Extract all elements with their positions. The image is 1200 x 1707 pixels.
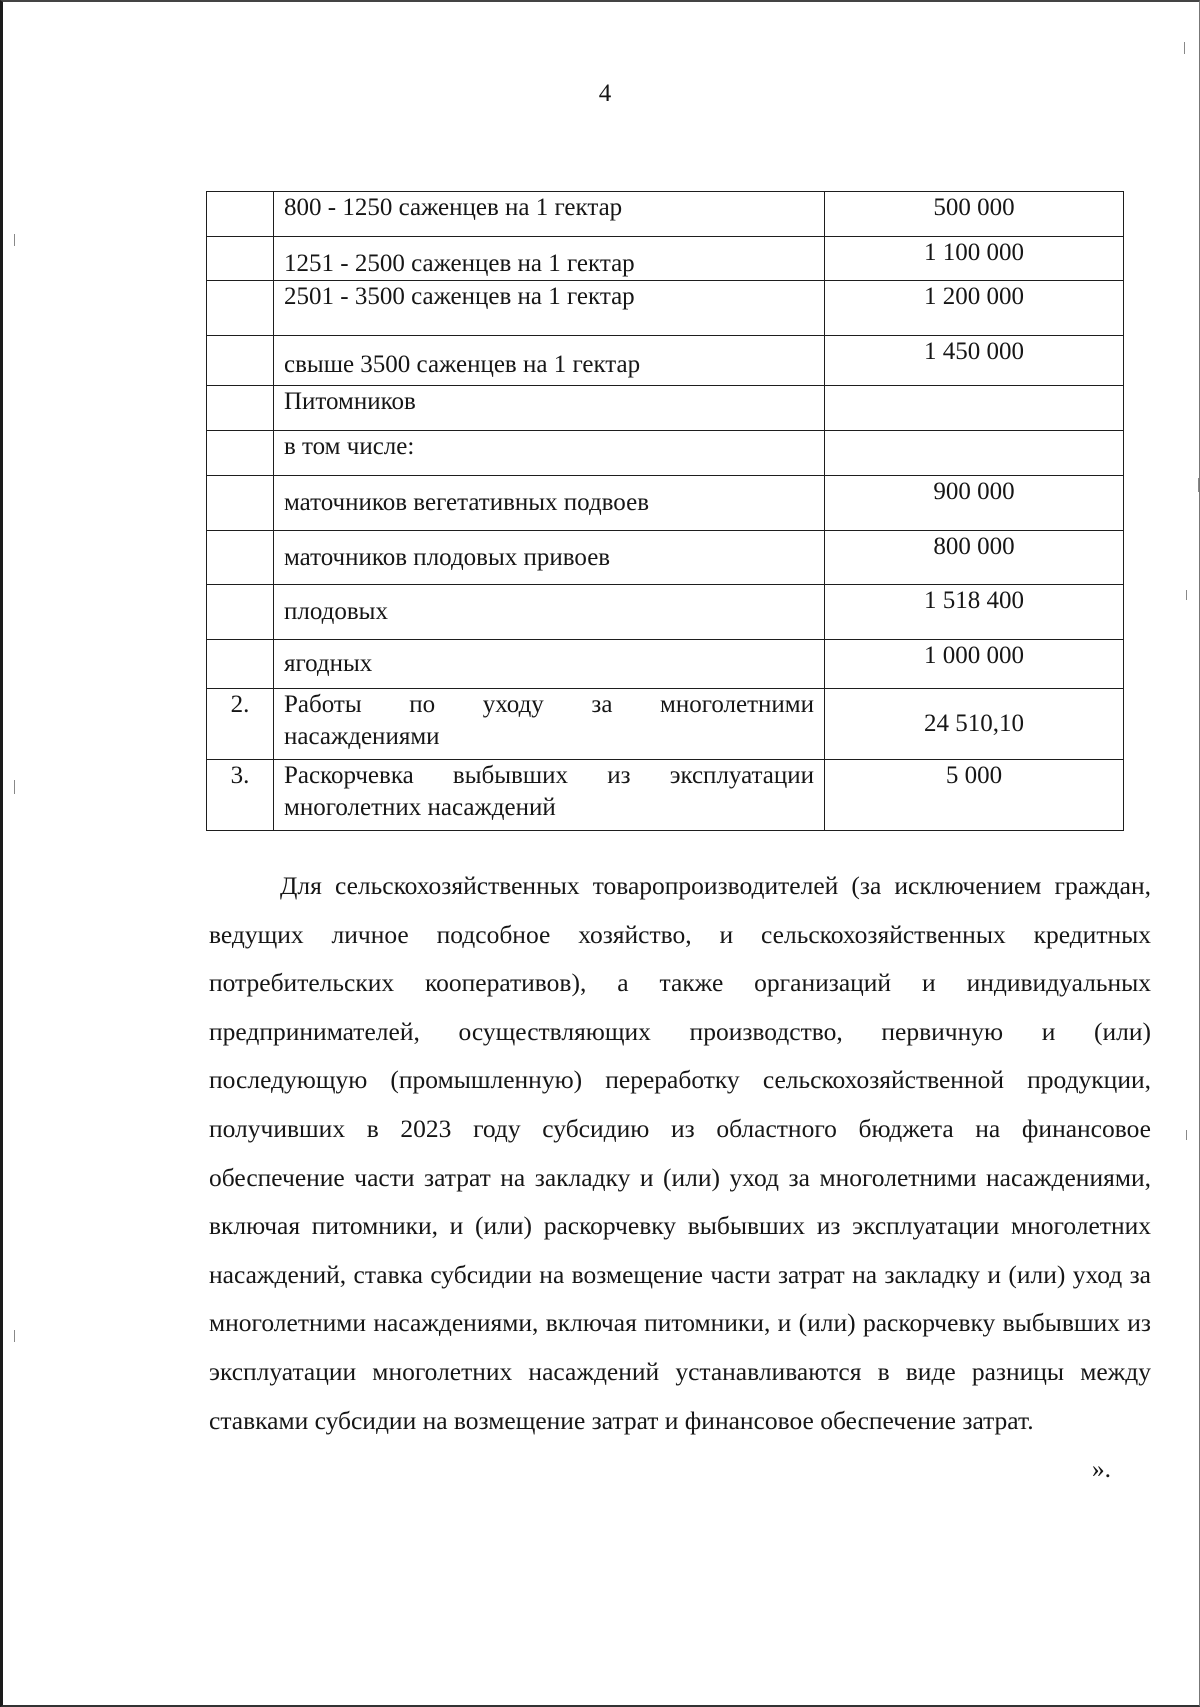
- row-number: [207, 531, 274, 585]
- row-value: [825, 431, 1124, 476]
- row-value: 1 200 000: [825, 281, 1124, 336]
- row-number: [207, 476, 274, 531]
- row-number: [207, 585, 274, 640]
- row-name-line: насаждениями: [284, 723, 440, 750]
- table-row: [207, 336, 1124, 386]
- closing-quote: ».: [1091, 1454, 1111, 1484]
- row-value: 900 000: [825, 476, 1124, 531]
- body-paragraph: [209, 862, 1151, 1494]
- row-value: 500 000: [825, 192, 1124, 237]
- row-number: [207, 237, 274, 281]
- row-value: 1 000 000: [825, 640, 1124, 689]
- table-row: [207, 640, 1124, 689]
- rates-table: [206, 191, 1124, 831]
- row-value: 1 450 000: [825, 336, 1124, 386]
- paragraph-text: Для сельскохозяйственных товаропроизводителей (за исключением граждан, ведущих личное подсобное хозяйство, и сельскохозяйственных кредитных потребительских кооперативов), а также организаций и индивидуальных предпринимателей, осуществляющих производство, первичную и (или) последующую (промышленную) переработку сельскохозяйственной продукции, получивших в 2023 году субсидию из областного бюджета на финансовое обеспечение части затрат на закладку и (или) уход за многолетними насаждениями, включая питомники, и (или) раскорчевку выбывших из эксплуатации многолетних насаждений, ставка субсидии на возмещение части затрат на закладку и (или) уход за многолетними насаждениями, включая питомники, и (или) раскорчевку выбывших из эксплуатации многолетних насаждений устанавливаются в виде разницы между ставками субсидии на возмещение затрат и финансовое обеспечение затрат.: [209, 871, 1151, 1435]
- row-name-line: Работы по уходу за многолетними: [284, 691, 814, 718]
- row-name: свыше 3500 саженцев на 1 гектар: [274, 336, 825, 386]
- table-row: [207, 476, 1124, 531]
- row-name: [274, 760, 825, 831]
- row-name: [274, 689, 825, 760]
- row-number: 2.: [207, 689, 274, 760]
- row-value: [825, 386, 1124, 431]
- scan-artifact: [1198, 478, 1199, 492]
- scan-artifact: [14, 780, 15, 794]
- row-name: 800 - 1250 саженцев на 1 гектар: [274, 192, 825, 237]
- row-name: плодовых: [274, 585, 825, 640]
- scan-artifact: [14, 1330, 15, 1342]
- row-name: маточников вегетативных подвоев: [274, 476, 825, 531]
- scan-artifact: [1186, 590, 1187, 600]
- table-row: [207, 237, 1124, 281]
- table-row: [207, 689, 1124, 760]
- row-number: [207, 281, 274, 336]
- row-number: 3.: [207, 760, 274, 831]
- table-row: [207, 281, 1124, 336]
- row-name: 2501 - 3500 саженцев на 1 гектар: [274, 281, 825, 336]
- table-row: [207, 386, 1124, 431]
- row-number: [207, 386, 274, 431]
- row-name: Питомников: [274, 386, 825, 431]
- table-row: [207, 431, 1124, 476]
- row-value: 24 510,10: [825, 689, 1124, 760]
- row-name-line: многолетних насаждений: [284, 794, 556, 821]
- row-name: 1251 - 2500 саженцев на 1 гектар: [274, 237, 825, 281]
- row-name-line: Раскорчевка выбывших из эксплуатации: [284, 762, 814, 789]
- row-number: [207, 640, 274, 689]
- table-row: [207, 192, 1124, 237]
- scan-artifact: [1184, 42, 1185, 54]
- row-number: [207, 192, 274, 237]
- row-value: 1 518 400: [825, 585, 1124, 640]
- table-row: [207, 760, 1124, 831]
- table-row: [207, 531, 1124, 585]
- row-value: 800 000: [825, 531, 1124, 585]
- row-value: 5 000: [825, 760, 1124, 831]
- row-number: [207, 431, 274, 476]
- row-name: ягодных: [274, 640, 825, 689]
- scan-artifact: [1186, 1130, 1187, 1140]
- row-value: 1 100 000: [825, 237, 1124, 281]
- scan-artifact: [14, 234, 15, 246]
- page-number: 4: [598, 80, 612, 107]
- row-name: в том числе:: [274, 431, 825, 476]
- row-name: маточников плодовых привоев: [274, 531, 825, 585]
- row-number: [207, 336, 274, 386]
- table-row: [207, 585, 1124, 640]
